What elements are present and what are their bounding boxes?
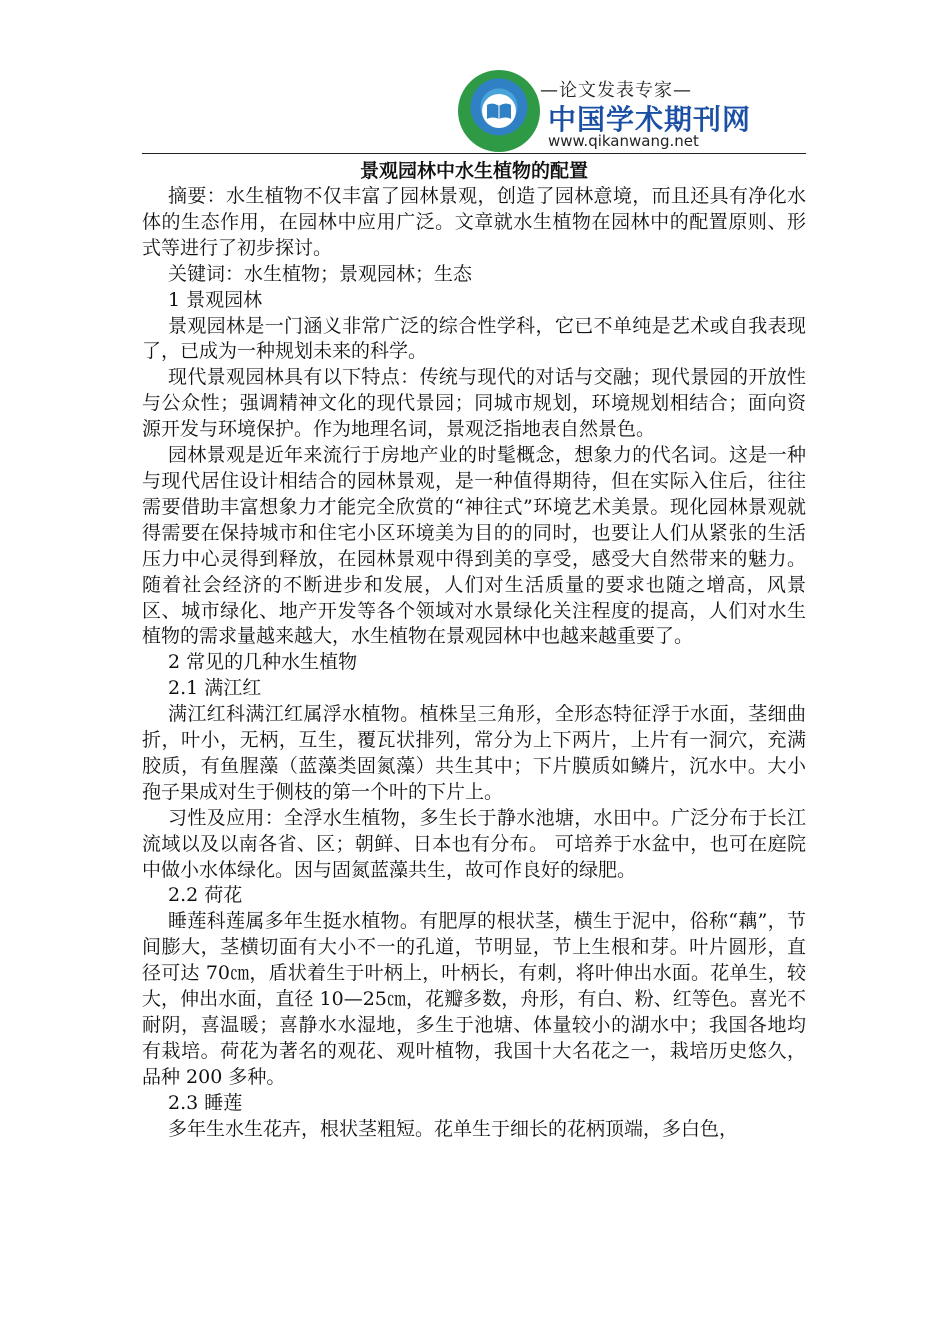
paragraph: 景观园林是一门涵义非常广泛的综合性学科，它已不单纯是艺术或自我表现了，已成为一种规划未来的科学。 [142, 314, 806, 363]
document-body [142, 158, 806, 1143]
paragraph: 摘要：水生植物不仅丰富了园林景观，创造了园林意境，而且还具有净化水体的生态作用，在园林中应用广泛。文章就水生植物在园林中的配置原则、形式等进行了初步探讨。 [142, 185, 806, 259]
paragraph: 满江红科满江红属浮水植物。植株呈三角形，全形态特征浮于水面，茎细曲折，叶小，无柄，互生，覆瓦状排列，常分为上下两片，上片有一洞穴，充满胶质，有鱼腥藻（蓝藻类固氮藻）共生其中；下片膜质如鳞片，沉水中。大小孢子果成对生于侧枝的第一个叶的下片上。 [142, 703, 806, 803]
paragraph: 关键词：水生植物；景观园林；生态 [168, 262, 473, 285]
section-heading: 2.1 满江红 [168, 677, 262, 700]
logo-domain[interactable]: www.qikanwang.net [548, 132, 699, 150]
section-heading: 2.2 荷花 [168, 884, 243, 907]
document-title: 景观园林中水生植物的配置 [359, 160, 588, 182]
logo-slogan: —论文发表专家— [540, 80, 692, 101]
section-heading: 2 常见的几种水生植物 [168, 651, 358, 674]
paragraph: 睡莲科莲属多年生挺水植物。有肥厚的根状茎，横生于泥中，俗称“藕”，节间膨大，茎横切面有大小不一的孔道，节明显，节上生根和芽。叶片圆形，直径可达 70㎝，盾状着生于叶柄上，叶柄长，有刺，将叶伸出水面。花单生，较大，伸出水面，直径 10—25㎝，花瓣多数，舟形，有白、粉、红等色。喜光不耐阴，喜温暖；喜静水水湿地，多生于池塘、体量较小的湖水中；我国各地均有栽培。荷花为著名的观花、观叶植物，我国十大名花之一，栽培历史悠久，品种 200 多种。 [142, 910, 806, 1088]
paragraph: 习性及应用：全浮水生植物，多生长于静水池塘，水田中。广泛分布于长江流域以及以南各省、区；朝鲜、日本也有分布。 可培养于水盆中，也可在庭院中做小水体绿化。因与固氮蓝藻共生，故可作良好的绿肥。 [142, 806, 806, 881]
section-heading: 1 景观园林 [168, 288, 263, 311]
document-blocks [142, 184, 806, 1143]
paragraph: 园林景观是近年来流行于房地产业的时髦概念，想象力的代名词。这是一种与现代居住设计相结合的园林景观，是一种值得期待，但在实际入住后，往往需要借助丰富想象力才能完全欣赏的“神往式”环境艺术美景。现化园林景观就得需要在保持城市和住宅小区环境美为目的的同时，也要让人们从紧张的生活压力中心灵得到释放，在园林景观中得到美的享受，感受大自然带来的魅力。随着社会经济的不断进步和发展，人们对生活质量的要求也随之增高，风景区、城市绿化、地产开发等各个领域对水景绿化关注程度的提高，人们对水生植物的需求量越来越大，水生植物在景观园林中也越来越重要了。 [142, 444, 806, 648]
section-heading: 2.3 睡莲 [168, 1091, 243, 1114]
logo-brand-name: 中国学术期刊网 [548, 103, 752, 136]
paragraph: 现代景观园林具有以下特点：传统与现代的对话与交融；现代景园的开放性与公众性；强调精神文化的现代景园；同城市规划，环境规划相结合；面向资源开发与环境保护。作为地理名词，景观泛指地表自然景色。 [142, 366, 806, 441]
header-divider [142, 153, 806, 154]
paragraph: 多年生水生花卉，根状茎粗短。花单生于细长的花柄顶端，多白色， [168, 1117, 739, 1140]
site-logo[interactable] [458, 70, 540, 152]
page-header [0, 0, 950, 150]
open-book-icon [486, 102, 512, 120]
